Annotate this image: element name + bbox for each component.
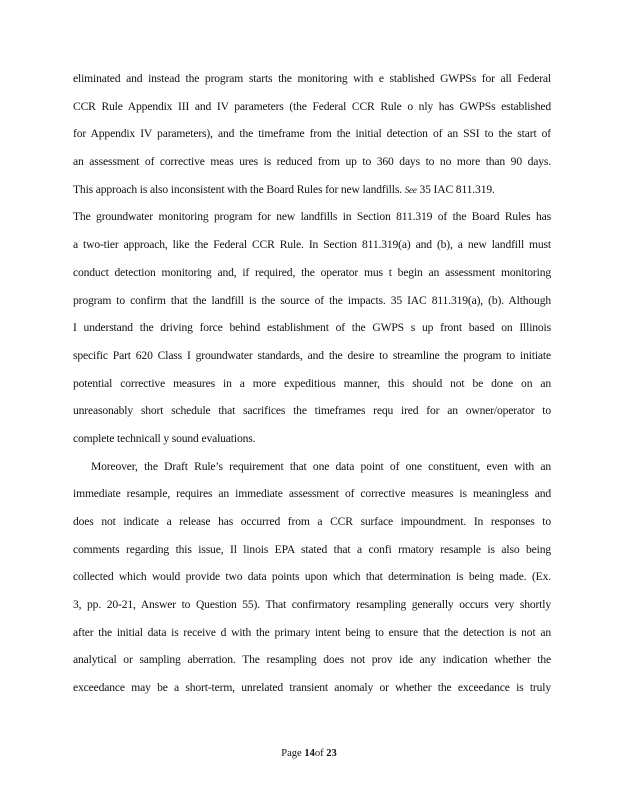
page-footer	[0, 748, 618, 759]
text-line: a two-tier approach, like the Federal CCR Rule. In Section 811.319(a) and (b), a new landfill must	[73, 238, 551, 252]
text-line: specific Part 620 Class I groundwater standards, and the desire to streamline the program to initiate	[73, 348, 551, 362]
text-line: after the initial data is receive d with the primary intent being to ensure that the detection is not an	[73, 625, 551, 639]
text-line: potential corrective measures in a more expeditious manner, this should not be done on an	[73, 376, 551, 390]
text-line: analytical or sampling aberration. The resampling does not prov ide any indication whether the	[73, 653, 551, 667]
text-line: unreasonably short schedule that sacrifices the timeframes requ ired for an owner/operator to	[73, 404, 551, 418]
text-line: The groundwater monitoring program for new landfills in Section 811.319 of the Board Rules has	[73, 210, 551, 224]
text-line: program to confirm that the landfill is the source of the impacts. 35 IAC 811.319(a), (b). Although	[73, 293, 551, 307]
text-line: CCR Rule Appendix III and IV parameters (the Federal CCR Rule o nly has GWPSs established	[73, 99, 551, 113]
text-line: does not indicate a release has occurred from a CCR surface impoundment. In responses to	[73, 515, 551, 528]
text-line: 3, pp. 20-21, Answer to Question 55). That confirmatory resampling generally occurs very shortly	[73, 598, 551, 612]
text-line: I understand the driving force behind establishment of the GWPS s up front based on Illinois	[73, 321, 551, 335]
text-line	[73, 176, 551, 204]
body-text	[73, 65, 551, 702]
text-line: an assessment of corrective meas ures is reduced from up to 360 days to no more than 90 days.	[73, 155, 551, 169]
total-pages: 23	[326, 748, 337, 759]
text-line: Moreover, the Draft Rule’s requirement that one data point of one constituent, even with an	[91, 459, 551, 473]
page-word: Page	[281, 748, 302, 759]
text-line: complete technicall y sound evaluations.	[73, 431, 256, 445]
of-word: of	[314, 748, 324, 759]
text-line: conduct detection monitoring and, if required, the operator mus t begin an assessment monitoring	[73, 265, 551, 279]
text-line: exceedance may be a short-term, unrelated transient anomaly or whether the exceedance is truly	[73, 681, 551, 695]
text-line: for Appendix IV parameters), and the timeframe from the initial detection of an SSI to the start of	[73, 127, 551, 141]
text-line: comments regarding this issue, Il linois EPA stated that a confi rmatory resample is also being	[73, 542, 551, 556]
citation: 35 IAC 811.319.	[419, 182, 495, 196]
text-segment: This approach is also inconsistent with the Board Rules for new landfills.	[73, 182, 402, 196]
text-line: collected which would provide two data points upon which that determination is being made. (Ex.	[73, 570, 551, 584]
see-signal: See	[404, 184, 417, 195]
text-line: eliminated and instead the program starts the monitoring with e stablished GWPSs for all Federal	[73, 72, 551, 85]
page-number: 14	[304, 748, 315, 759]
text-line: immediate resample, requires an immediate assessment of corrective measures is meaningless and	[73, 487, 551, 501]
